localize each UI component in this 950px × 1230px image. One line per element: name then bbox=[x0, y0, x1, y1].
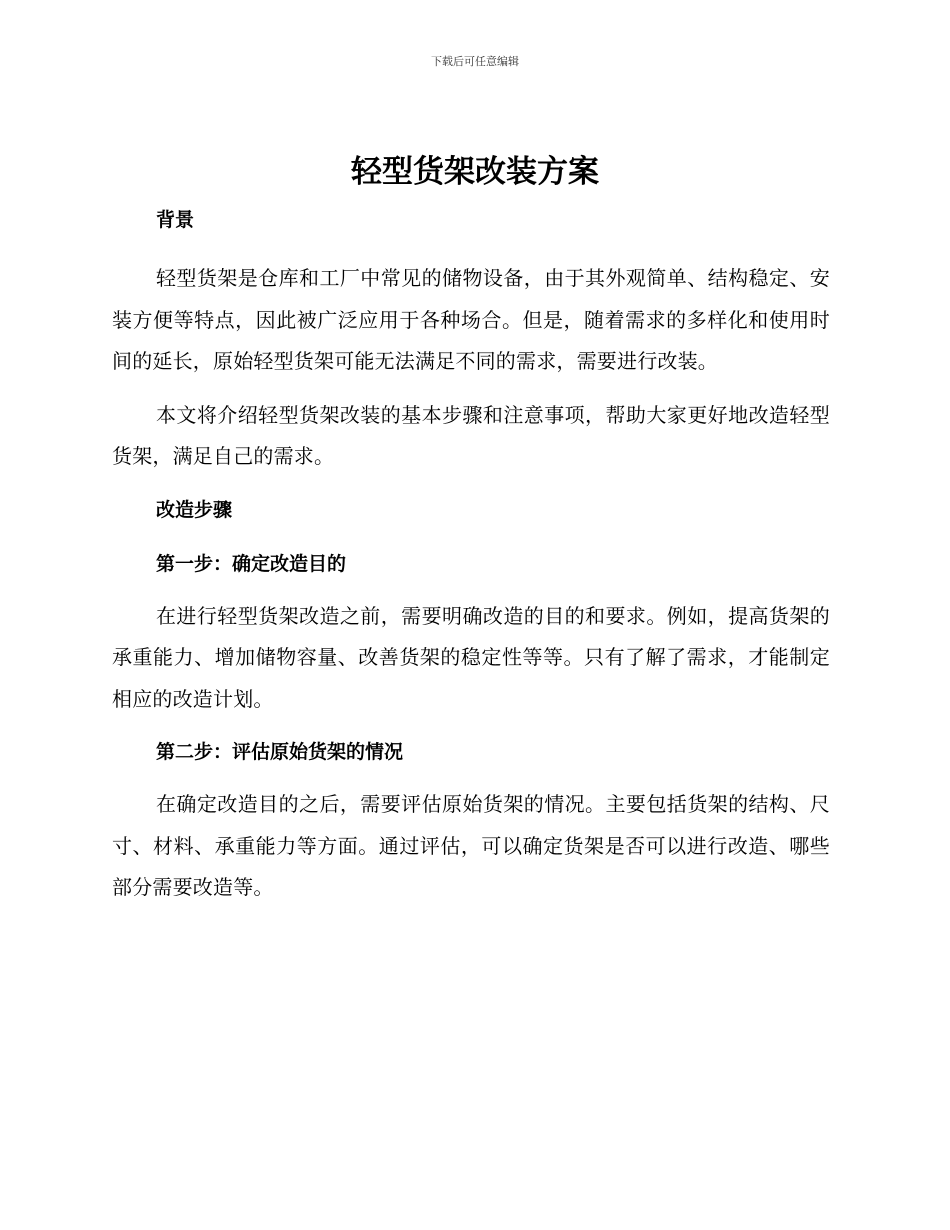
document-body bbox=[112, 202, 830, 909]
document-title: 轻型货架改装方案 bbox=[351, 154, 599, 190]
paragraph-background-2: 本文将介绍轻型货架改装的基本步骤和注意事项，帮助大家更好地改造轻型货架，满足自己的需求。 bbox=[112, 402, 830, 468]
step-heading-1: 第一步：确定改造目的 bbox=[156, 552, 347, 575]
paragraph-step-2: 在确定改造目的之后，需要评估原始货架的情况。主要包括货架的结构、尺寸、材料、承重能力等方面。通过评估，可以确定货架是否可以进行改造、哪些部分需要改造等。 bbox=[112, 792, 830, 899]
header-note: 下载后可任意编辑 bbox=[431, 55, 519, 68]
paragraph-background-1: 轻型货架是仓库和工厂中常见的储物设备，由于其外观简单、结构稳定、安装方便等特点，因此被广泛应用于各种场合。但是，随着需求的多样化和使用时间的延长，原始轻型货架可能无法满足不同的需求，需要进行改装。 bbox=[112, 266, 830, 373]
section-heading-steps: 改造步骤 bbox=[156, 498, 233, 521]
paragraph-step-1: 在进行轻型货架改造之前，需要明确改造的目的和要求。例如，提高货架的承重能力、增加储物容量、改善货架的稳定性等等。只有了解了需求，才能制定相应的改造计划。 bbox=[112, 603, 830, 711]
step-heading-2: 第二步：评估原始货架的情况 bbox=[156, 741, 404, 763]
section-heading-background: 背景 bbox=[156, 209, 195, 231]
